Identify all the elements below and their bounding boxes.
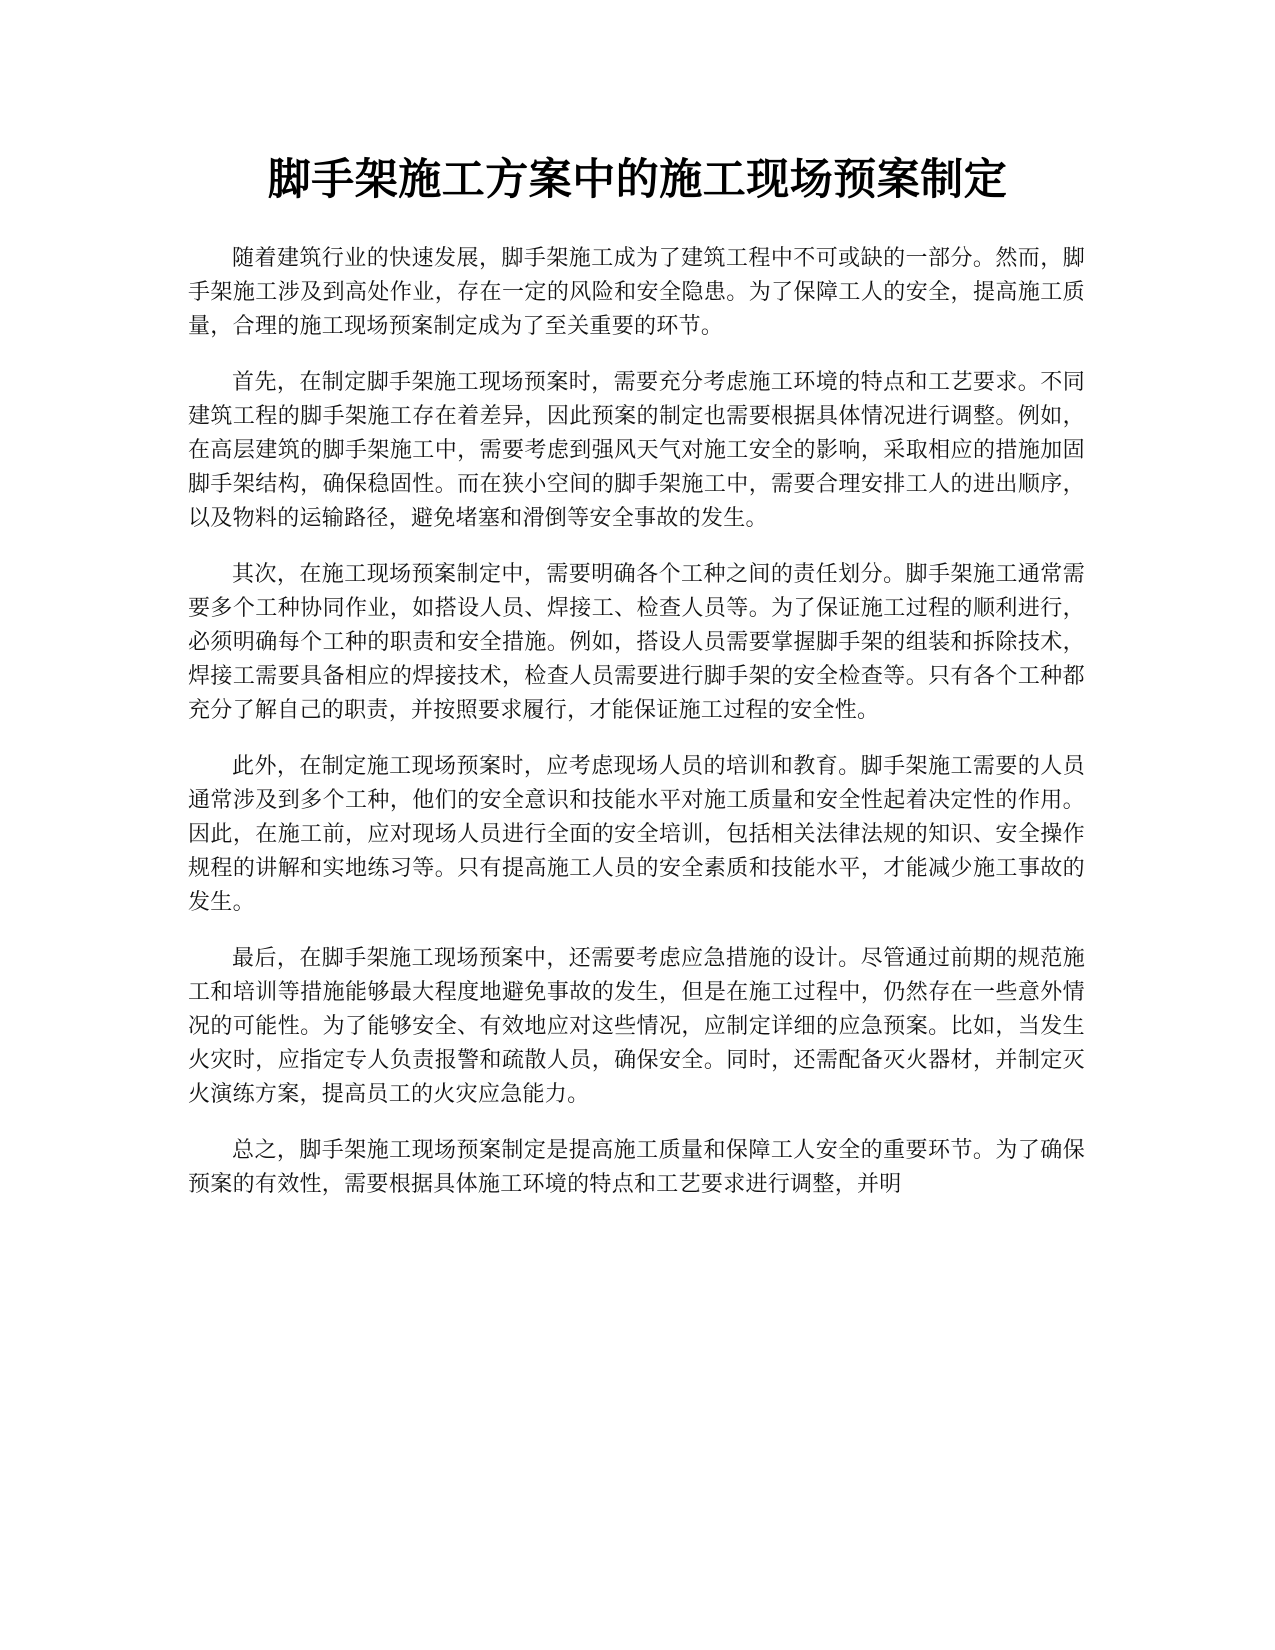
- paragraph-6: 总之，脚手架施工现场预案制定是提高施工质量和保障工人安全的重要环节。为了确保预案的有效性，需要根据具体施工环境的特点和工艺要求进行调整，并明: [188, 1138, 1085, 1197]
- paragraph-3: 其次，在施工现场预案制定中，需要明确各个工种之间的责任划分。脚手架施工通常需要多个工种协同作业，如搭设人员、焊接工、检查人员等。为了保证施工过程的顺利进行，必须明确每个工种的职责和安全措施。例如，搭设人员需要掌握脚手架的组装和拆除技术，焊接工需要具备相应的焊接技术，检查人员需要进行脚手架的安全检查等。只有各个工种都充分了解自己的职责，并按照要求履行，才能保证施工过程的安全性。: [188, 562, 1085, 723]
- paragraph-1: 随着建筑行业的快速发展，脚手架施工成为了建筑工程中不可或缺的一部分。然而，脚手架施工涉及到高处作业，存在一定的风险和安全隐患。为了保障工人的安全，提高施工质量，合理的施工现场预案制定成为了至关重要的环节。: [188, 246, 1085, 339]
- document-title: 脚手架施工方案中的施工现场预案制定: [267, 155, 1008, 205]
- paragraph-2: 首先，在制定脚手架施工现场预案时，需要充分考虑施工环境的特点和工艺要求。不同建筑工程的脚手架施工存在着差异，因此预案的制定也需要根据具体情况进行调整。例如，在高层建筑的脚手架施工中，需要考虑到强风天气对施工安全的影响，采取相应的措施加固脚手架结构，确保稳固性。而在狭小空间的脚手架施工中，需要合理安排工人的进出顺序，以及物料的运输路径，避免堵塞和滑倒等安全事故的发生。: [188, 370, 1085, 531]
- document-body: [188, 242, 1085, 1224]
- paragraph-5: 最后，在脚手架施工现场预案中，还需要考虑应急措施的设计。尽管通过前期的规范施工和培训等措施能够最大程度地避免事故的发生，但是在施工过程中，仍然存在一些意外情况的可能性。为了能够安全、有效地应对这些情况，应制定详细的应急预案。比如，当发生火灾时，应指定专人负责报警和疏散人员，确保安全。同时，还需配备灭火器材，并制定灭火演练方案，提高员工的火灾应急能力。: [188, 946, 1085, 1107]
- paragraph-4: 此外，在制定施工现场预案时，应考虑现场人员的培训和教育。脚手架施工需要的人员通常涉及到多个工种，他们的安全意识和技能水平对施工质量和安全性起着决定性的作用。因此，在施工前，应对现场人员进行全面的安全培训，包括相关法律法规的知识、安全操作规程的讲解和实地练习等。只有提高施工人员的安全素质和技能水平，才能减少施工事故的发生。: [188, 754, 1085, 915]
